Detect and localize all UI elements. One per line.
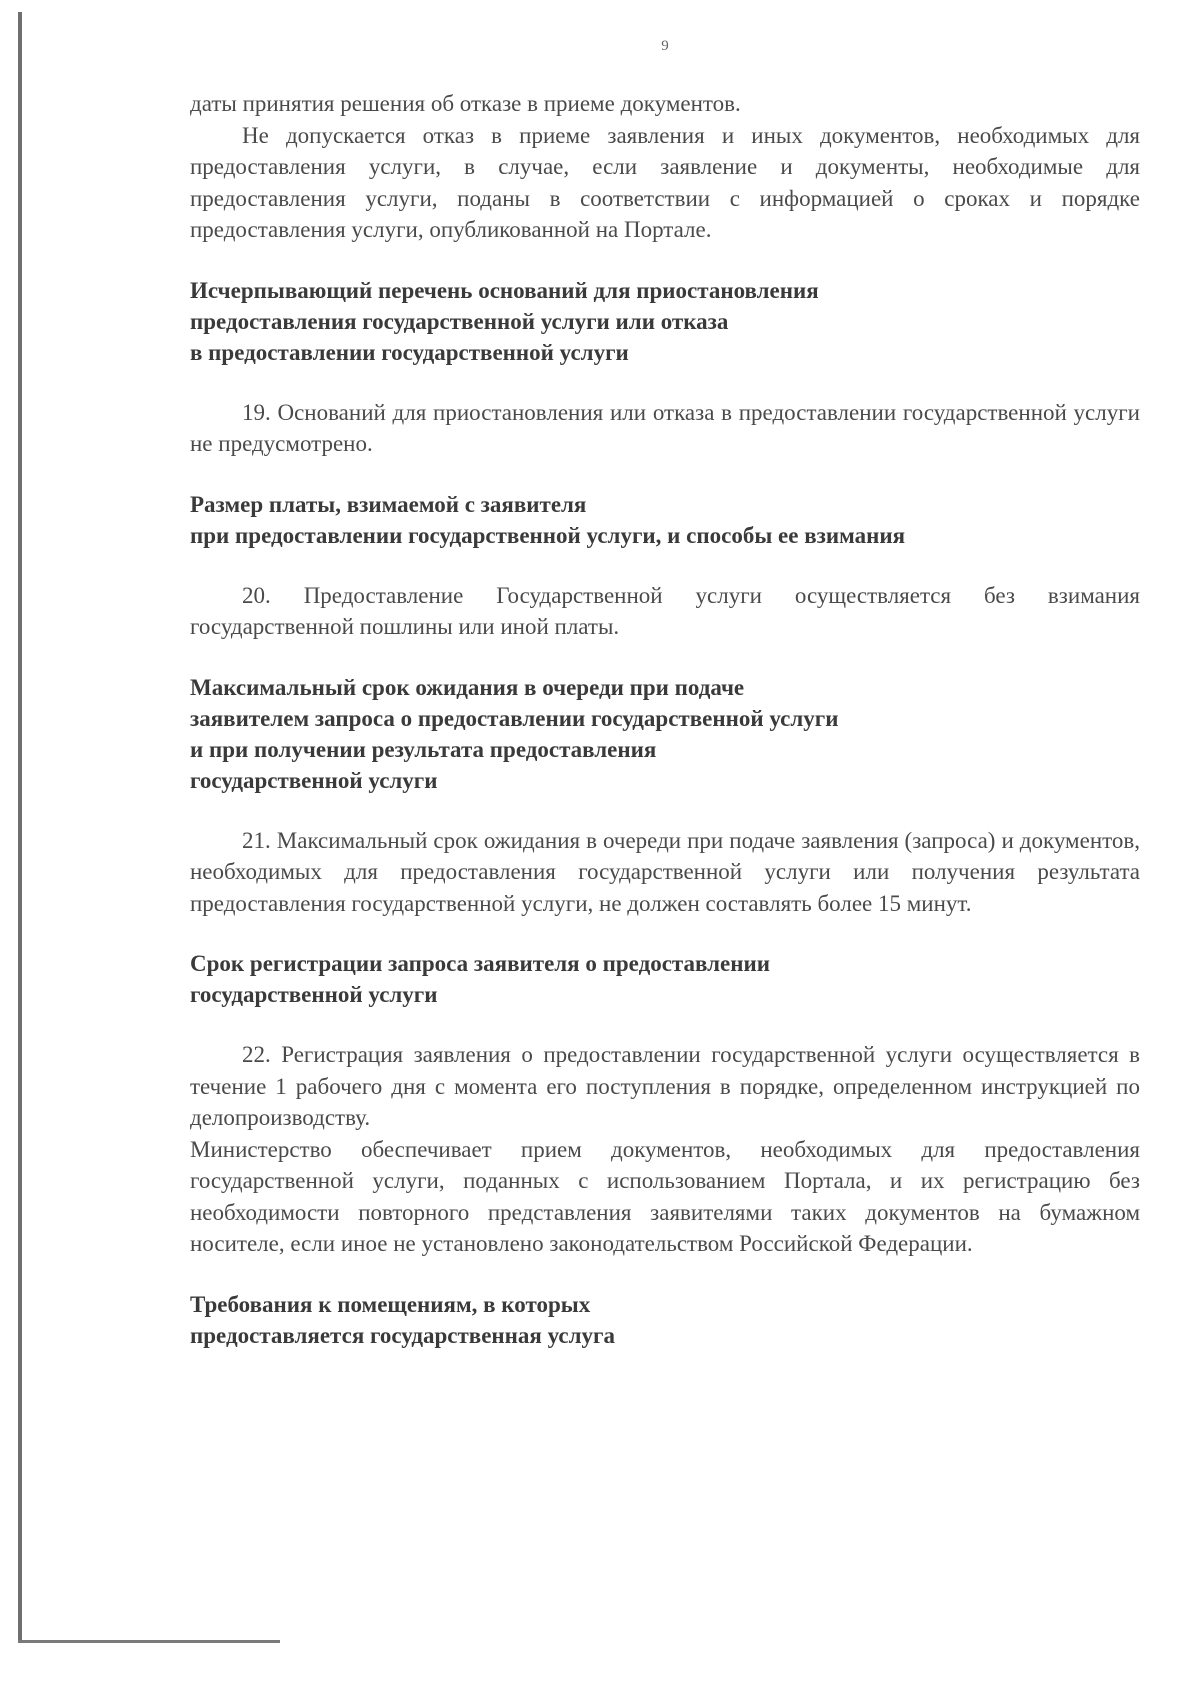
heading-line: государственной услуги <box>190 982 438 1007</box>
paragraph-refusal-not-allowed: Не допускается отказ в приеме заявления и иных документов, необходимых для предоставления услуги, в случае, если заявление и документы, необходимые для предоставления услуги, поданы в соответствии с информацией о сроках и порядке предоставления услуги, опубликованной на Портале. <box>190 122 1140 242</box>
heading-fee <box>190 489 1140 551</box>
heading-line: государственной услуги <box>190 767 438 793</box>
paragraph-19: 19. Оснований для приостановления или отказа в предоставлении государственной услуги не предусмотрено. <box>190 399 1140 456</box>
heading-line: в предоставлении государственной услуги <box>190 339 629 365</box>
paragraph-22: 22. Регистрация заявления о предоставлении государственной услуги осуществляется в течение 1 рабочего дня с момента его поступления в порядке, определенном инструкцией по делопроизводству. <box>190 1042 1140 1130</box>
paragraph-21: 21. Максимальный срок ожидания в очереди при подаче заявления (запроса) и документов, необходимых для предоставления государственной услуги или получения результата предоставления государственной услуги, не должен составлять более 15 минут. <box>190 827 1140 916</box>
heading-line: предоставляется государственная услуга <box>190 1322 615 1348</box>
scan-edge-bottom <box>18 1640 280 1643</box>
heading-line: при предоставлении государственной услуги, и способы ее взимания <box>190 522 906 548</box>
paragraph-ministry: Министерство обеспечивает прием документов, необходимых для предоставления государственной услуги, поданных с использованием Портала, и их регистрацию без необходимости повторного представления заявителями таких документов на бумажном носителе, если иное не установлено законодательством Российской Федерации. <box>190 1136 1140 1256</box>
paragraph-continuation: даты принятия решения об отказе в приеме документов. <box>190 91 741 116</box>
heading-line: Требования к помещениям, в которых <box>190 1291 591 1317</box>
scan-edge-left <box>18 12 22 1642</box>
page-number: 9 <box>661 38 669 54</box>
heading-line: Размер платы, взимаемой с заявителя <box>190 491 587 517</box>
heading-line: предоставления государственной услуги или отказа <box>190 308 729 334</box>
heading-line: Максимальный срок ожидания в очереди при подаче <box>190 674 745 700</box>
heading-grounds-suspension <box>190 275 1140 368</box>
document-body <box>190 88 1140 1351</box>
paragraph-20: 20. Предоставление Государственной услуги осуществляется без взимания государственной пошлины или иной платы. <box>190 582 1140 639</box>
heading-line: и при получении результата предоставления <box>190 736 657 762</box>
heading-registration-term <box>190 948 1140 1010</box>
heading-queue-time <box>190 672 1140 796</box>
heading-line: Исчерпывающий перечень оснований для приостановления <box>190 277 819 303</box>
heading-line: Срок регистрации запроса заявителя о предоставлении <box>190 951 770 976</box>
heading-premises <box>190 1289 1140 1351</box>
heading-line: заявителем запроса о предоставлении государственной услуги <box>190 705 839 731</box>
